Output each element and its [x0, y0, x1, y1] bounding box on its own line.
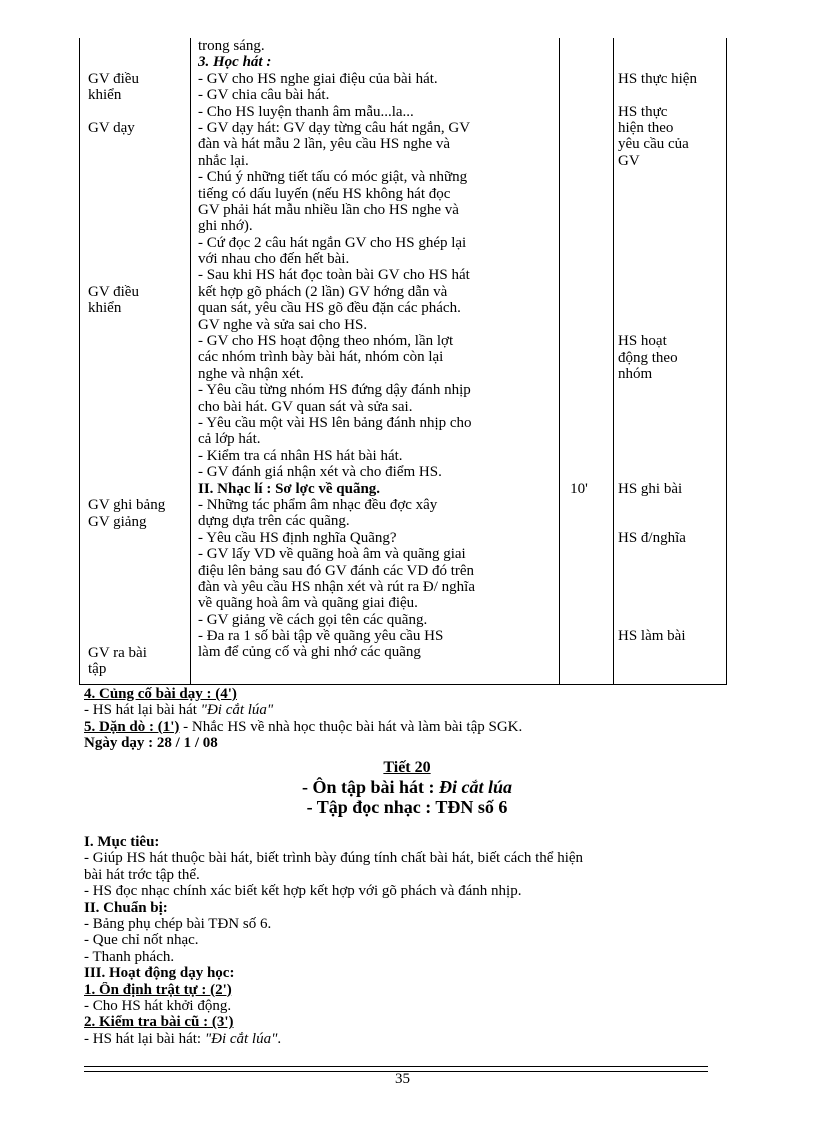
activity-line: - GV đánh giá nhận xét và cho điểm HS.	[198, 464, 442, 481]
time-label: 10'	[570, 480, 588, 497]
page-number: 35	[395, 1071, 410, 1087]
lesson-number: Tiết 20	[383, 759, 431, 776]
activity-line: - GV lấy VD về quãng hoà âm và quãng giai	[198, 546, 466, 563]
teacher-role-label: GV dạy	[88, 120, 135, 136]
activity-line: GV nghe và sửa sai cho HS.	[198, 316, 368, 333]
activity-line: - GV cho HS nghe giai điệu của bài hát.	[198, 70, 438, 87]
activity-line: với nhau cho đến hết bài.	[198, 251, 350, 268]
activity-line: - GV cho HS hoạt động theo nhóm, lần lợt	[198, 333, 454, 350]
student-activity-label: HS thực hiện	[618, 70, 697, 87]
student-activity-label: yêu cầu của	[618, 136, 689, 153]
student-activity-label: HS ghi bài	[618, 480, 683, 497]
activity-line: nghe và nhận xét.	[198, 365, 304, 382]
goal-line: bài hát trớc tập thể.	[84, 866, 200, 883]
activity-column	[198, 38, 555, 661]
student-activity-label: HS thực	[618, 103, 668, 120]
activity-line: cả lớp hát.	[198, 431, 261, 448]
lesson-sections	[84, 834, 744, 1047]
review-heading: 2. Kiểm tra bài cũ : (3')	[84, 1014, 234, 1031]
lesson-reading-line: - Tập đọc nhạc : TĐN số 6	[306, 797, 508, 817]
teacher-role-label: khiển	[88, 300, 122, 317]
goal-line: - Giúp HS hát thuộc bài hát, biết trình bày đúng tính chất bài hát, biết cách thể hiện	[84, 850, 584, 867]
activity-line: đàn và hát mẫu 2 lần, yêu cầu HS nghe và	[198, 136, 451, 153]
activity-line: trong sáng.	[198, 38, 265, 54]
lesson-review-line: - Ôn tập bài hát : Đi cắt lúa	[301, 777, 513, 797]
table-divider	[613, 38, 614, 684]
preparation-heading: II. Chuẩn bị:	[84, 899, 168, 916]
prep-line: - Que chỉ nốt nhạc.	[84, 932, 199, 949]
teacher-role-label: GV giảng	[88, 513, 147, 530]
activity-line: - Sau khi HS hát đọc toàn bài GV cho HS hát	[198, 267, 470, 284]
student-activity-label: HS hoạt	[618, 333, 667, 350]
student-activity-label: nhóm	[618, 366, 653, 382]
activity-line: - Cho HS luyện thanh âm mẫu...la...	[198, 103, 414, 120]
teacher-role-label: GV điều	[88, 70, 139, 87]
activity-line: - Yêu cầu một vài HS lên bảng đánh nhịp cho	[198, 414, 472, 431]
activity-line: làm để củng cố và ghi nhớ các quãng	[198, 644, 421, 661]
activity-line: - Chú ý những tiết tấu có móc giật, và những	[198, 169, 468, 186]
student-activity-label: động theo	[618, 349, 678, 366]
lesson-table	[79, 38, 727, 685]
goal-line: - HS đọc nhạc chính xác biết kết hợp kết hợp với gõ phách và đánh nhịp.	[84, 883, 522, 900]
order-heading: 1. Ổn định trật tự : (2')	[84, 981, 232, 998]
activity-line: quan sát, yêu cầu HS gõ đều đặn các phách.	[198, 300, 461, 317]
consolidation-line: - HS hát lại bài hát "Đi cắt lúa"	[84, 702, 274, 719]
student-activity-label: HS làm bài	[618, 628, 686, 645]
activity-line: - GV giảng về cách gọi tên các quãng.	[198, 611, 428, 628]
review-line: - HS hát lại bài hát: "Đi cắt lúa".	[84, 1030, 282, 1047]
order-line: - Cho HS hát khởi động.	[84, 997, 232, 1014]
activity-line: nhắc lại.	[198, 152, 249, 169]
table-divider	[559, 38, 560, 684]
teacher-role-label: khiển	[88, 87, 122, 104]
activity-line: GV phải hát mẫu nhiều lần cho HS nghe và	[198, 201, 459, 218]
activity-line: - GV dạy hát: GV dạy từng câu hát ngắn, GV	[198, 119, 471, 136]
activity-line: - Yêu cầu HS định nghĩa Quãng?	[198, 529, 397, 546]
homework-line: 5. Dặn dò : (1') - Nhắc HS về nhà học thuộc bài hát và làm bài tập SGK.	[84, 718, 523, 735]
footer-rule	[84, 1066, 708, 1067]
teacher-role-label: GV ghi bảng	[88, 497, 166, 514]
goals-heading: I. Mục tiêu:	[84, 834, 160, 850]
teacher-role-label: GV điều	[88, 284, 139, 300]
teacher-role-label: GV ra bài	[88, 644, 147, 661]
consolidation-heading: 4. Củng cố bài dạy : (4')	[84, 686, 237, 702]
activity-line: các nhóm trình bày bài hát, nhóm còn lại	[198, 349, 444, 366]
activity-line: - GV chia câu bài hát.	[198, 87, 330, 104]
activity-line: cho bài hát. GV quan sát và sửa sai.	[198, 398, 413, 415]
activity-line: về quãng hoà âm và quãng giai điệu.	[198, 595, 418, 612]
student-activity-label: HS đ/nghĩa	[618, 530, 686, 546]
activity-line: 3. Học hát :	[198, 54, 272, 71]
activity-line: dựng dựa trên các quãng.	[198, 513, 350, 530]
activity-line: II. Nhạc lí : Sơ lợc về quãng.	[198, 480, 381, 497]
student-activity-label: hiện theo	[618, 120, 674, 136]
activity-line: - Đa ra 1 số bài tập về quãng yêu cầu HS	[198, 628, 444, 645]
teacher-role-label: tập	[88, 661, 107, 678]
activity-line: tiếng có dấu luyến (nếu HS không hát đọc	[198, 185, 451, 202]
student-activity-label: GV	[618, 152, 640, 169]
activity-line: - Yêu cầu từng nhóm HS đứng dậy đánh nhịp	[198, 382, 471, 399]
teaching-date: Ngày dạy : 28 / 1 / 08	[84, 735, 218, 752]
activity-line: điệu lên bảng sau đó GV đánh các VD đó trên	[198, 562, 475, 579]
prep-line: - Thanh phách.	[84, 948, 175, 965]
activity-line: đàn và yêu cầu HS nhận xét và rút ra Đ/ nghĩa	[198, 578, 475, 595]
prep-line: - Bảng phụ chép bài TĐN số 6.	[84, 915, 272, 932]
activity-line: ghi nhớ).	[198, 218, 253, 235]
activity-line: - Cứ đọc 2 câu hát ngắn GV cho HS ghép lại	[198, 234, 467, 251]
activity-line: - Những tác phẩm âm nhạc đều đợc xây	[198, 496, 438, 513]
lesson-closing	[84, 686, 744, 752]
activity-line: - Kiểm tra cá nhân HS hát bài hát.	[198, 447, 403, 464]
activity-line: kết hợp gõ phách (2 lần) GV hớng dẫn và	[198, 283, 448, 300]
activities-heading: III. Hoạt động dạy học:	[84, 965, 235, 982]
